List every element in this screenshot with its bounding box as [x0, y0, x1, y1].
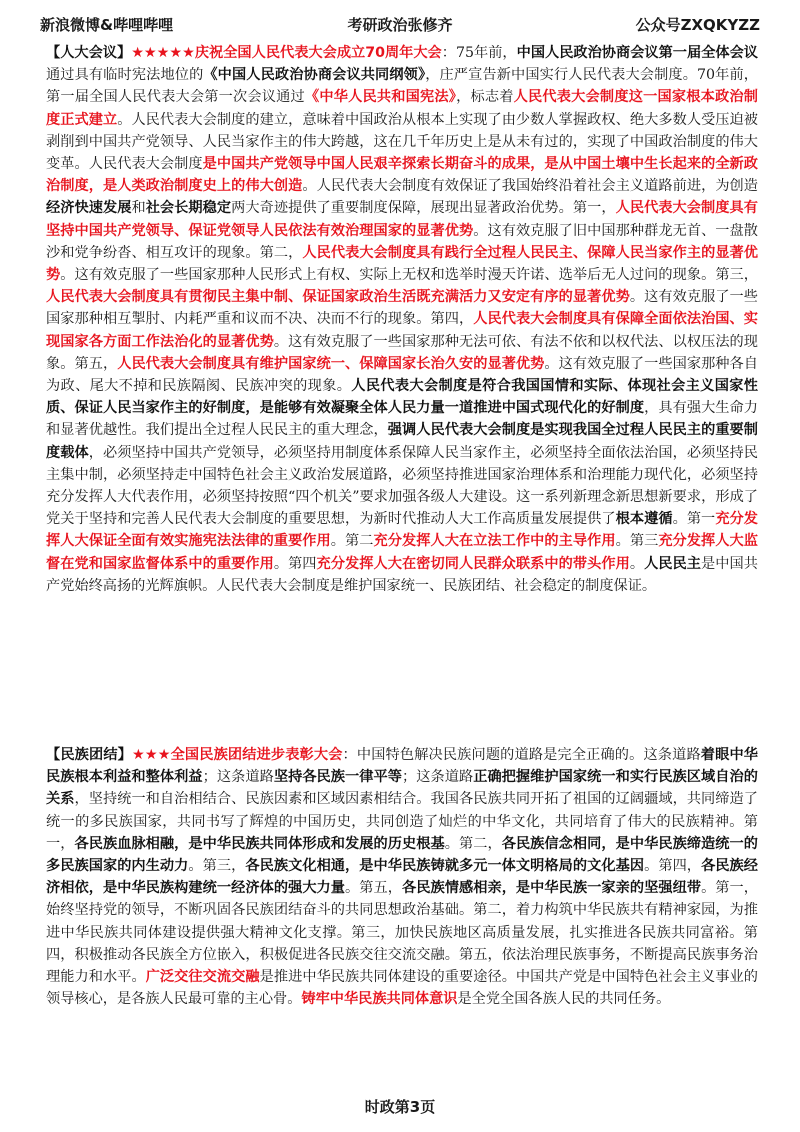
body-text: 。第一，: [701, 880, 758, 897]
highlight-red-text: 充分发挥人大监督在党和国家监督体系中的重要作用: [46, 533, 758, 572]
highlight-red-text: 人民代表大会制度具有践行全过程人民民主、保障人民当家作主的显著优势: [46, 244, 758, 284]
body-text: ，标志着: [456, 89, 514, 106]
body-text: 。第一: [672, 511, 716, 528]
highlight-red-text: 充分发挥人大在密切同人民群众联系中的带头作用: [316, 555, 630, 572]
body-text: 是中国共产党始终高扬的光辉旗帜。: [46, 555, 758, 594]
header-wechat-account: 公众号ZXQKYZZ: [635, 16, 760, 34]
highlight-red-text: 人民代表大会制度具有保障全面依法治国、实现国家各方面工作法治化的显著优势: [46, 311, 758, 350]
bold-key-text: 各民族信念相同，是中华民族缔造统一的多民族国家的内生动力: [46, 835, 758, 875]
bold-key-text: 根本遵循: [615, 511, 673, 528]
bold-key-text: 《中国人民政治协商会议共同纲领》: [203, 67, 426, 84]
body-text: ；这条道路: [202, 769, 274, 786]
body-text: 。这有效克服了一些国家那种相互掣肘、内耗严重和议而不决、决而不行的现象。第四，: [46, 289, 758, 328]
body-text: 。这有效克服了一些国家那种人民形式上有权、实际上无权和选举时漫天许诺、选举后无人过问的现象。第三，: [60, 267, 758, 284]
body-text: 。这有效克服了一些国家那种无法可依、有法不依和以权代法、以权压法的现象。第五，: [46, 333, 758, 372]
section-title: 庆祝全国人民代表大会成立70周年大会: [194, 45, 442, 61]
bold-key-text: 各民族文化相通，是中华民族铸就多元一体文明格局的文化基因: [245, 858, 645, 875]
body-text: 。第二，: [444, 835, 502, 852]
section-title: 全国民族团结进步表彰大会: [170, 747, 343, 763]
body-text: ：中国特色解决民族问题的道路是完全正确的。这条道路: [342, 747, 701, 763]
highlight-red-text: 《中华人民共和国宪法》: [304, 89, 457, 106]
body-text: ，坚持统一和自治相结合、民族因素和区域因素相结合。我国各民族共同开拓了祖国的辽阔疆域，: [74, 791, 687, 808]
body-text: 是全党全国各族人民的共同任务。: [457, 991, 671, 1008]
highlight-red-text: 铸牢中华民族共同体意识: [301, 991, 458, 1008]
body-text: 。这有效克服了一些国家那种各自为政、尾大不掉和民族隔阂、民族冲突的现象。: [46, 355, 758, 395]
bold-key-text: 坚持各民族一律平等: [273, 769, 402, 786]
body-text: 。: [629, 555, 645, 572]
body-text: 。人民代表大会制度有效保证了我国始终沿着社会主义道路前进，为创造: [302, 178, 758, 195]
body-text: 第三，: [351, 924, 395, 941]
highlight-red-text: 是中国共产党领导中国人民艰辛探索长期奋斗的成果，是从中国土壤中生长起来的全新政治制度，是人类政治制度史上的伟大创造: [46, 156, 758, 195]
header-author: 考研政治张修齐: [347, 16, 453, 34]
bold-key-text: 各民族血脉相融，是中华民族共同体形成和发展的历史根基: [74, 835, 445, 852]
page-header: [40, 14, 760, 36]
bold-key-text: 各民族情感相亲，是中华民族一家亲的坚强纽带: [402, 880, 702, 897]
highlight-red-text: 充分发挥人大在立法工作中的主导作用: [373, 533, 616, 550]
body-text: ，必须坚持中国共产党领导，必须坚持用制度体系保障人民当家作主，必须坚持全面依法治国，必须坚持民主集中制，必须坚持走中国特色社会主义政治发展道路，必须坚持推进国家治理体系和治理能力现代化，必须坚持充分发挥人大代表作用，必须坚持按照“四个机关”要求加强各级人大建设。这一系列新理念新思想新要求，形成了党关于坚持和完善人民代表大会制度的重要思想，为新时代推动人大工作高质量发展提供了: [46, 444, 758, 528]
body-text: 。第四，: [644, 858, 702, 875]
emphasis-text: 着力构筑中华民族共有精神家园，为推进中华民族共同体建设提供强大精神文化支撑。: [46, 902, 758, 941]
bold-key-text: 中国人民政治协商会议第一届全体会议: [516, 45, 758, 61]
highlight-red-text: 充分发挥人大保证全面有效实施宪法法律的重要作用: [46, 511, 758, 550]
star-rating: ★★★: [131, 747, 171, 763]
body-text: 。人民代表大会制度的建立，意味着中国政治从根本上实现了由少数人掌握政权、绝大多数人受压迫被剥削到中国共产党领导、人民当家作主的伟大跨越，这在几千年历史上是从未有过的，实现了中国政治制度的伟大变革。人民代表大会制度: [46, 111, 758, 173]
bold-key-text: 经济快速发展: [46, 200, 132, 217]
bold-key-text: 人民民主: [644, 555, 702, 572]
highlight-red-text: 人民代表大会制度具有坚持中国共产党领导、保证党领导人民依法有效治理国家的显著优势: [46, 200, 758, 239]
body-text: 第四，: [46, 924, 758, 963]
highlight-red-text: 人民代表大会制度这一国家根本政治制度正式建立: [46, 89, 758, 128]
body-text: 。这有效克服了旧中国那种群龙无首、一盘散沙和党争纷沓、相互攻讦的现象。第二，: [46, 222, 758, 261]
section-npc-meeting: [46, 42, 758, 597]
section-tag: 【人大会议】: [46, 45, 132, 61]
body-text: ：75年前，: [441, 45, 517, 61]
section-ethnic-unity: [46, 744, 758, 1010]
body-text: 两大奇迹提供了重要制度保障，展现出显著政治优势。第一，: [231, 200, 616, 217]
emphasis-text: 共同缔造了统一的多民族国家，共同书写了辉煌的中国历史，共同创造了灿烂的中华文化，共同培育了伟大的民族精神。: [46, 791, 758, 830]
body-text: 第五，: [458, 946, 502, 963]
body-text: ；这条道路: [402, 769, 474, 786]
body-text: ，庄严宣告新中国实行人民代表大会制度。70年前，第一届全国人民代表大会第一次会议通过: [46, 67, 758, 106]
body-text: 第一，: [46, 813, 758, 852]
body-text: 。第二: [330, 533, 374, 550]
body-text: 。第五，: [345, 880, 403, 897]
body-text: 。第四: [273, 555, 317, 572]
star-rating: ★★★★★: [131, 45, 195, 61]
bold-key-text: 各民族经济相依，是中华民族构建统一经济体的强大力量: [46, 858, 758, 897]
bold-key-text: 着眼中华民族根本利益和整体利益: [46, 747, 758, 786]
body-text: 。第三，: [188, 858, 246, 875]
section-tag: 【民族团结】: [46, 747, 132, 763]
emphasis-text: 依法治理民族事务，不断提高民族事务治理能力和水平。: [46, 946, 758, 986]
body-text: ，具有强大生命力和显著优越性。我们提出全过程人民民主的重大理念，: [46, 400, 758, 439]
emphasis-text: 加快民族地区高质量发展，扎实推进各民族共同富裕。: [394, 924, 744, 941]
body-text: 和: [131, 200, 146, 217]
header-weibo-bilibili: 新浪微博&哔哩哔哩: [40, 16, 174, 34]
emphasis-text: 人民代表大会制度是维护国家统一、民族团结、社会稳定的制度保证。: [216, 577, 657, 594]
bold-key-text: 正确把握维护国家统一和实行民族区域自治的关系: [46, 769, 758, 808]
body-text: 。第三: [615, 533, 659, 550]
emphasis-text: 积极推动各民族全方位嵌入，积极促进各民族交往交流交融。: [74, 946, 459, 963]
bold-key-text: 人民代表大会制度是符合我国国情和实际、体现社会主义国家性质、保证人民当家作主的好制度，是能够有效凝聚全体人民力量一道推进中国式现代化的好制度: [46, 378, 758, 417]
bold-key-text: 社会长期稳定: [145, 200, 232, 217]
highlight-red-text: 广泛交往交流交融: [145, 969, 260, 986]
bold-key-text: 强调人民代表大会制度是实现我国全过程人民民主的重要制度载体: [46, 422, 758, 461]
highlight-red-text: 人民代表大会制度具有维护国家统一、保障国家长治久安的显著优势: [117, 355, 545, 372]
emphasis-text: 始终坚持党的领导，不断巩固各民族团结奋斗的共同思想政治基础。: [46, 902, 474, 919]
page-footer: 时政第3页: [364, 1098, 436, 1116]
body-text: 是推进中华民族共同体建设的重要途径。中国共产党是中国特色社会主义事业的领导核心，是各族人民最可靠的主心骨。: [46, 969, 758, 1008]
body-text: 通过具有临时宪法地位的: [46, 67, 204, 84]
highlight-red-text: 人民代表大会制度具有贯彻民主集中制、保证国家政治生活既充满活力又安定有序的显著优势: [46, 289, 630, 306]
body-text: 第二，: [473, 902, 516, 919]
